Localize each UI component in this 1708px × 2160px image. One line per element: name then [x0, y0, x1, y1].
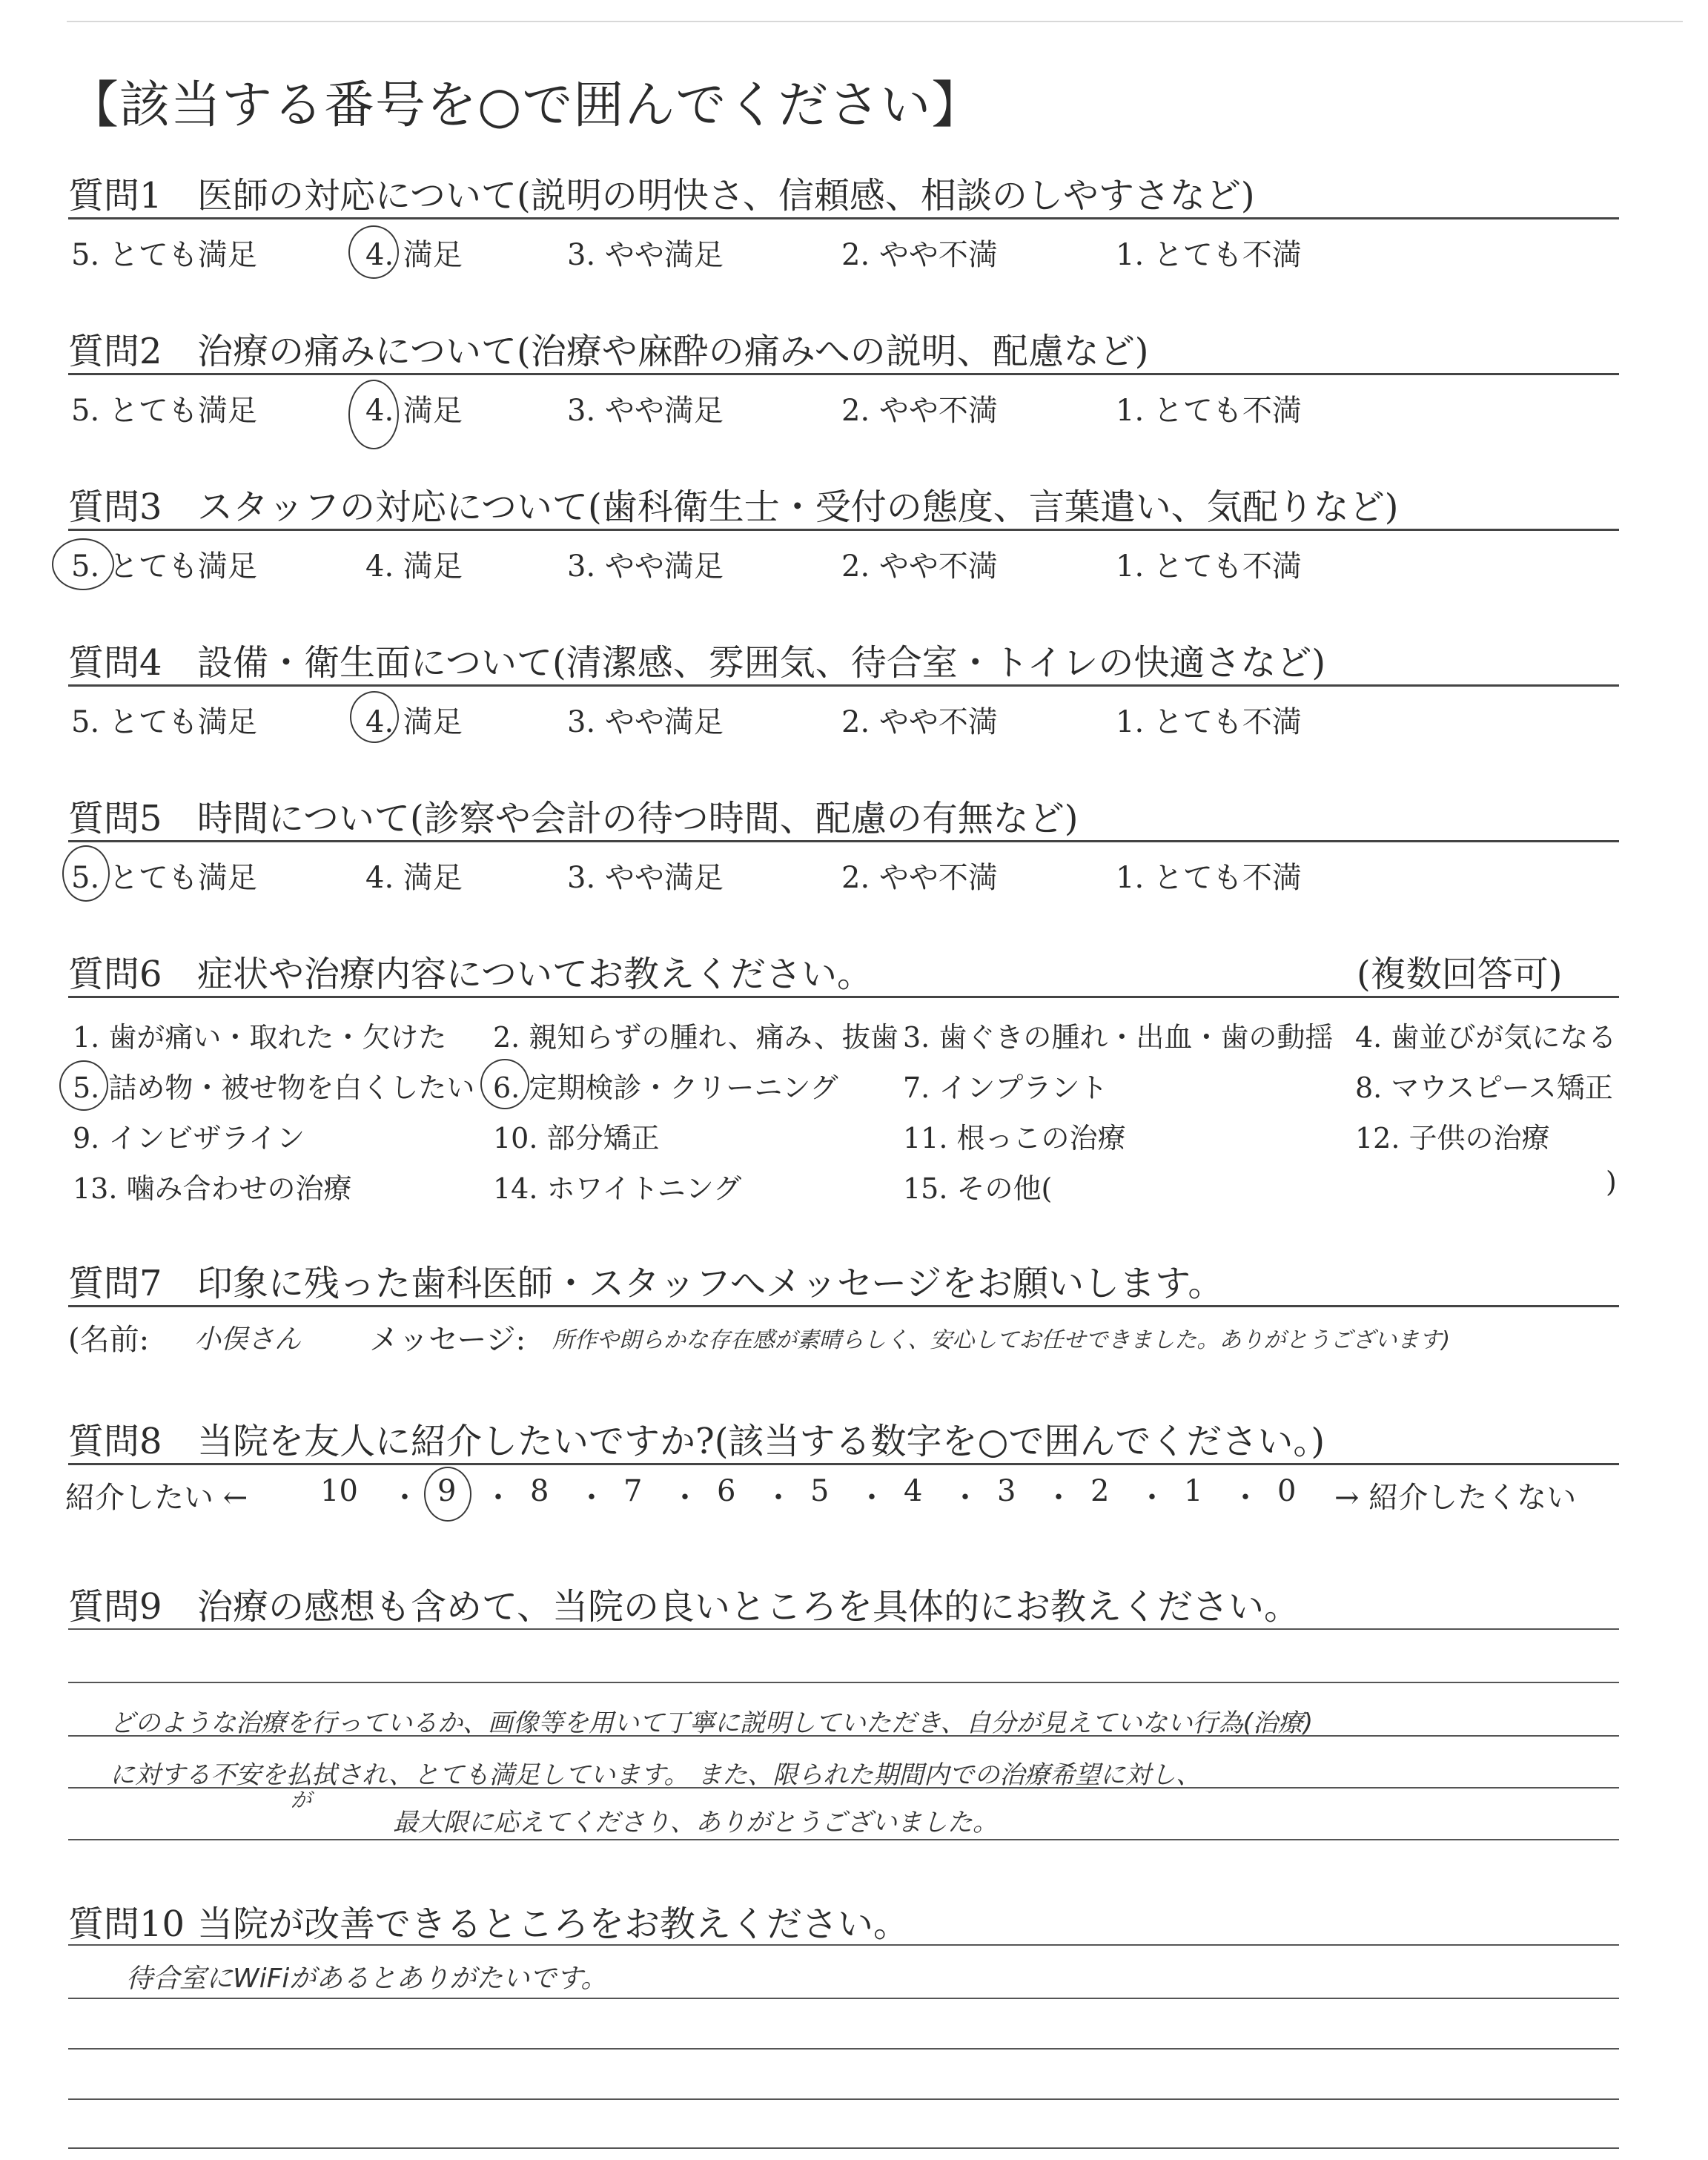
q8-scale-0[interactable]: 0 [1277, 1474, 1297, 1508]
q6-item-1[interactable]: 1. 歯が痛い・取れた・欠けた [73, 1021, 447, 1054]
q6-item-15[interactable]: 15. その他( [903, 1172, 1053, 1205]
q8-selection-circle [424, 1467, 471, 1522]
q6-item-2[interactable]: 2. 親知らずの腫れ、痛み、抜歯 [493, 1021, 898, 1054]
q8-sep: ・ [1044, 1481, 1073, 1515]
q3-option-1[interactable]: 1. とても不満 [1116, 549, 1302, 584]
question-10-heading [68, 1895, 909, 1946]
q6-item-5-circle [59, 1060, 108, 1111]
q1-option-1[interactable]: 1. とても不満 [1116, 238, 1302, 272]
question-7-heading [68, 1255, 1223, 1306]
q2-option-2[interactable]: 2. やや不満 [841, 394, 998, 428]
q4-option-4[interactable]: 4. 満足 [365, 705, 463, 739]
question-5-text: 時間について(診察や会計の待つ時間、配慮の有無など) [197, 798, 1079, 839]
question-1-rule [68, 217, 1619, 219]
question-10-number: 質問10 [68, 1903, 185, 1945]
q5-option-2[interactable]: 2. やや不満 [841, 861, 998, 895]
q8-sep: ・ [1137, 1481, 1167, 1515]
q1-option-3[interactable]: 3. やや満足 [567, 238, 724, 272]
question-8-number: 質問8 [68, 1421, 162, 1462]
q3-option-3[interactable]: 3. やや満足 [567, 549, 724, 584]
q10-writing-line [68, 2098, 1619, 2100]
q4-selection-circle [350, 691, 399, 743]
question-8-text: 当院を友人に紹介したいですか?(該当する数字を○で囲んでください。) [197, 1421, 1325, 1462]
q10-answer-line-1[interactable]: 待合室にWiFiがあるとありがたいです。 [126, 1964, 608, 1994]
q5-option-4[interactable]: 4. 満足 [365, 861, 463, 895]
question-5-rule [68, 840, 1619, 842]
q5-option-5[interactable]: 5. とても満足 [71, 861, 257, 895]
q6-item-5[interactable]: 5. 詰め物・被せ物を白くしたい [73, 1071, 475, 1104]
q6-item-3[interactable]: 3. 歯ぐきの腫れ・出血・歯の動揺 [903, 1021, 1334, 1054]
q8-sep: ・ [483, 1481, 513, 1515]
q10-writing-line [68, 2147, 1619, 2149]
q7-name-value[interactable]: 小俣さん [194, 1324, 302, 1355]
question-2-rule [68, 373, 1619, 375]
question-6-text: 症状や治療内容についてお教えください。 [197, 954, 873, 995]
question-3-number: 質問3 [68, 486, 162, 528]
q6-item-10[interactable]: 10. 部分矯正 [493, 1122, 660, 1155]
question-3-heading [68, 478, 1399, 529]
q8-sep: ・ [857, 1481, 887, 1515]
q9-writing-line [68, 1628, 1619, 1630]
q9-insert-mark: が [291, 1788, 312, 1812]
q8-scale-7[interactable]: 7 [623, 1474, 643, 1508]
q9-answer-line-2[interactable]: に対する不安を払拭され、とても満足しています。 また、限られた期間内での治療希望に対し、 [110, 1760, 1202, 1790]
q8-scale-8[interactable]: 8 [530, 1474, 549, 1508]
q9-writing-line [68, 1839, 1619, 1840]
question-3-text: スタッフの対応について(歯科衛生士・受付の態度、言葉遣い、気配りなど) [197, 486, 1399, 528]
question-1-number: 質問1 [68, 175, 162, 217]
q8-scale-1[interactable]: 1 [1184, 1474, 1203, 1508]
q10-writing-line [68, 2048, 1619, 2050]
q7-message-value[interactable]: 所作や朗らかな存在感が素晴らしく、安心してお任せできました。ありがとうございます) [552, 1327, 1451, 1353]
question-9-text: 治療の感想も含めて、当院の良いところを具体的にお教えください。 [197, 1586, 1300, 1628]
q8-scale-10[interactable]: 10 [320, 1474, 358, 1508]
question-9-number: 質問9 [68, 1586, 162, 1628]
question-8-heading [68, 1413, 1325, 1464]
q8-scale-4[interactable]: 4 [904, 1474, 923, 1508]
q8-sep: ・ [390, 1481, 420, 1515]
q2-selection-circle [348, 380, 399, 449]
question-3-rule [68, 529, 1619, 531]
q6-item-9[interactable]: 9. インビザライン [73, 1122, 305, 1155]
question-1-heading [68, 167, 1255, 218]
q8-scale-9[interactable]: 9 [437, 1474, 457, 1508]
q6-item-13[interactable]: 13. 噛み合わせの治療 [73, 1172, 352, 1205]
q2-option-1[interactable]: 1. とても不満 [1116, 394, 1302, 428]
question-9-heading [68, 1578, 1300, 1629]
question-7-text: 印象に残った歯科医師・スタッフへメッセージをお願いします。 [197, 1263, 1224, 1304]
q1-option-4[interactable]: 4. 満足 [365, 238, 463, 272]
question-1-text: 医師の対応について(説明の明快さ、信頼感、相談のしやすさなど) [197, 175, 1255, 217]
q1-option-2[interactable]: 2. やや不満 [841, 238, 998, 272]
question-2-number: 質問2 [68, 331, 162, 372]
q8-scale-3[interactable]: 3 [997, 1474, 1016, 1508]
q8-sep: ・ [577, 1481, 606, 1515]
q10-writing-line [68, 1998, 1619, 1999]
question-4-text: 設備・衛生面について(清潔感、雰囲気、待合室・トイレの快適さなど) [197, 642, 1326, 684]
q9-answer-line-3[interactable]: 最大限に応えてくださり、ありがとうございました。 [393, 1808, 998, 1837]
question-7-number: 質問7 [68, 1263, 162, 1304]
q2-option-3[interactable]: 3. やや満足 [567, 394, 724, 428]
q8-scale-2[interactable]: 2 [1090, 1474, 1110, 1508]
q3-selection-circle [52, 538, 114, 590]
question-8-rule [68, 1463, 1619, 1465]
q6-item-14[interactable]: 14. ホワイトニング [493, 1172, 742, 1205]
q6-item-6[interactable]: 6. 定期検診・クリーニング [493, 1071, 838, 1104]
q6-item-7[interactable]: 7. インプラント [903, 1071, 1108, 1104]
q4-option-3[interactable]: 3. やや満足 [567, 705, 724, 739]
question-6-note: (複数回答可) [1357, 954, 1563, 995]
question-10-text: 当院が改善できるところをお教えください。 [197, 1903, 910, 1945]
q1-selection-circle [348, 225, 399, 279]
question-4-heading [68, 634, 1325, 685]
question-6-rule [68, 996, 1619, 998]
q5-option-1[interactable]: 1. とても不満 [1116, 861, 1302, 895]
q8-scale-6[interactable]: 6 [717, 1474, 736, 1508]
q8-left-label: 紹介したい ← [65, 1481, 248, 1515]
question-4-rule [68, 684, 1619, 687]
q8-sep: ・ [764, 1481, 793, 1515]
q8-sep: ・ [1231, 1481, 1260, 1515]
q3-option-5[interactable]: 5. とても満足 [71, 549, 257, 584]
q7-message-label: メッセージ: [369, 1323, 526, 1357]
q2-option-4[interactable]: 4. 満足 [365, 394, 463, 428]
q6-item-11[interactable]: 11. 根っこの治療 [903, 1122, 1126, 1155]
q9-writing-line [68, 1682, 1619, 1683]
question-2-heading [68, 323, 1149, 374]
q8-scale-5[interactable]: 5 [810, 1474, 830, 1508]
q1-option-5[interactable]: 5. とても満足 [71, 238, 257, 272]
q8-sep: ・ [670, 1481, 700, 1515]
q4-option-5[interactable]: 5. とても満足 [71, 705, 257, 739]
q9-answer-line-1[interactable]: どのような治療を行っているか、画像等を用いて丁寧に説明していただき、自分が見えていない行為(治療) [110, 1708, 1314, 1738]
q10-writing-line [68, 1944, 1619, 1946]
q6-item-15-close: ) [1606, 1166, 1617, 1198]
q8-sep: ・ [950, 1481, 980, 1515]
question-7-rule [68, 1305, 1619, 1307]
q5-selection-circle [62, 845, 110, 902]
question-2-text: 治療の痛みについて(治療や麻酔の痛みへの説明、配慮など) [197, 331, 1149, 372]
q2-option-5[interactable]: 5. とても満足 [71, 394, 257, 428]
q4-option-1[interactable]: 1. とても不満 [1116, 705, 1302, 739]
question-5-number: 質問5 [68, 798, 162, 839]
q6-item-6-circle [480, 1059, 529, 1109]
top-border [67, 21, 1683, 22]
q6-item-12[interactable]: 12. 子供の治療 [1355, 1122, 1550, 1155]
instruction-heading: 【該当する番号を○で囲んでください】 [68, 76, 983, 135]
q6-item-8[interactable]: 8. マウスピース矯正 [1355, 1071, 1613, 1104]
question-6-heading [68, 945, 873, 997]
q3-option-4[interactable]: 4. 満足 [365, 549, 463, 584]
q3-option-2[interactable]: 2. やや不満 [841, 549, 998, 584]
question-4-number: 質問4 [68, 642, 162, 684]
question-5-heading [68, 790, 1079, 841]
question-6-number: 質問6 [68, 954, 162, 995]
q7-name-label: (名前: [68, 1323, 150, 1357]
q4-option-2[interactable]: 2. やや不満 [841, 705, 998, 739]
q5-option-3[interactable]: 3. やや満足 [567, 861, 724, 895]
q8-right-label: → 紹介したくない [1334, 1481, 1577, 1515]
q6-item-4[interactable]: 4. 歯並びが気になる [1355, 1021, 1617, 1054]
